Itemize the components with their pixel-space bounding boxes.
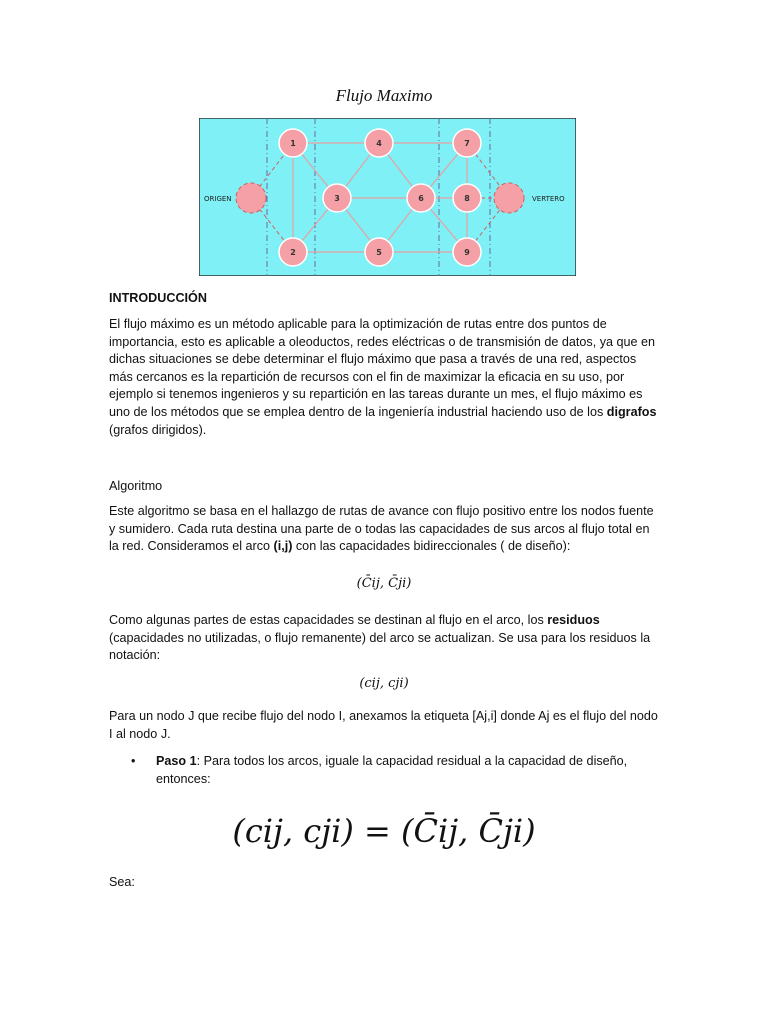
bullet-paso-1: • Paso 1: Para todos los arcos, iguale la capacidad residual a la capacidad de diseño, entonces:: [131, 754, 628, 786]
math-residual-notation: (cij, cji): [359, 676, 409, 691]
algoritmo-paragraph-2: Como algunas partes de estas capacidades se destinan al flujo en el arco, los residuos (capacidades no utilizadas, o flujo remanente) del arco se actualizan. Se usa para los residuos la notación:: [109, 613, 651, 663]
node-label: 2: [290, 248, 296, 257]
node-label: 6: [418, 194, 424, 203]
node-label: 3: [334, 194, 340, 203]
intro-paragraph: [109, 316, 659, 439]
node-label: 8: [464, 194, 470, 203]
algoritmo-paragraph-3: Para un nodo J que recibe flujo del nodo I, anexamos la etiqueta [Aj,i] donde Aj es el flujo del nodo I al nodo J.: [109, 709, 658, 741]
origin-label: ORIGEN: [204, 195, 232, 203]
source-node: [236, 183, 266, 213]
node-label: 5: [376, 248, 382, 257]
algoritmo-heading: Algoritmo: [109, 479, 163, 493]
sink-node: [494, 183, 524, 213]
node-label: 9: [464, 248, 470, 257]
node-label: 4: [376, 139, 382, 148]
algoritmo-paragraph-1: Este algoritmo se basa en el hallazgo de rutas de avance con flujo positivo entre los nodos fuente y sumidero. Cada ruta destina una parte de o todas las capacidades de sus arcos al flujo total en la red. Consideramos el arco (i,j) con las capacidades bidireccionales ( de diseño):: [109, 504, 654, 554]
bullet-icon: •: [131, 754, 136, 768]
page-title: Flujo Maximo: [335, 86, 433, 105]
math-design-capacity: (C̄ij, C̄ji): [356, 576, 412, 591]
node-label: 7: [464, 139, 470, 148]
intro-text-end: (grafos dirigidos).: [109, 422, 207, 437]
intro-heading: INTRODUCCIÓN: [109, 291, 207, 305]
network-figure: [199, 118, 576, 276]
sea-label: Sea:: [109, 875, 135, 889]
node-label: 1: [290, 139, 296, 148]
flow-network-diagram: [199, 118, 576, 276]
intro-bold: digrafos: [606, 404, 657, 419]
intro-text: El flujo máximo es un método aplicable para la optimización de rutas entre dos puntos de importancia, esto es aplicable a oleoductos, redes eléctricas o de transmisión de datos, ya que en dichas situaciones se debe determinar el flujo máximo que pasa a través de una red, aspectos más cercanos es la repartición de recursos con el fin de maximizar la eficacia en su uso, por ejemplo si tenemos ingenieros y su repartición en las tareas durante un mes, el flujo máximo es uno de los métodos que se emplea dentro de la ingeniería industrial haciendo uso de los: [109, 317, 656, 419]
sink-label: VERTERO: [532, 195, 565, 203]
math-equation-large: (cij, cji) = (C̄ij, C̄ji): [232, 812, 536, 850]
